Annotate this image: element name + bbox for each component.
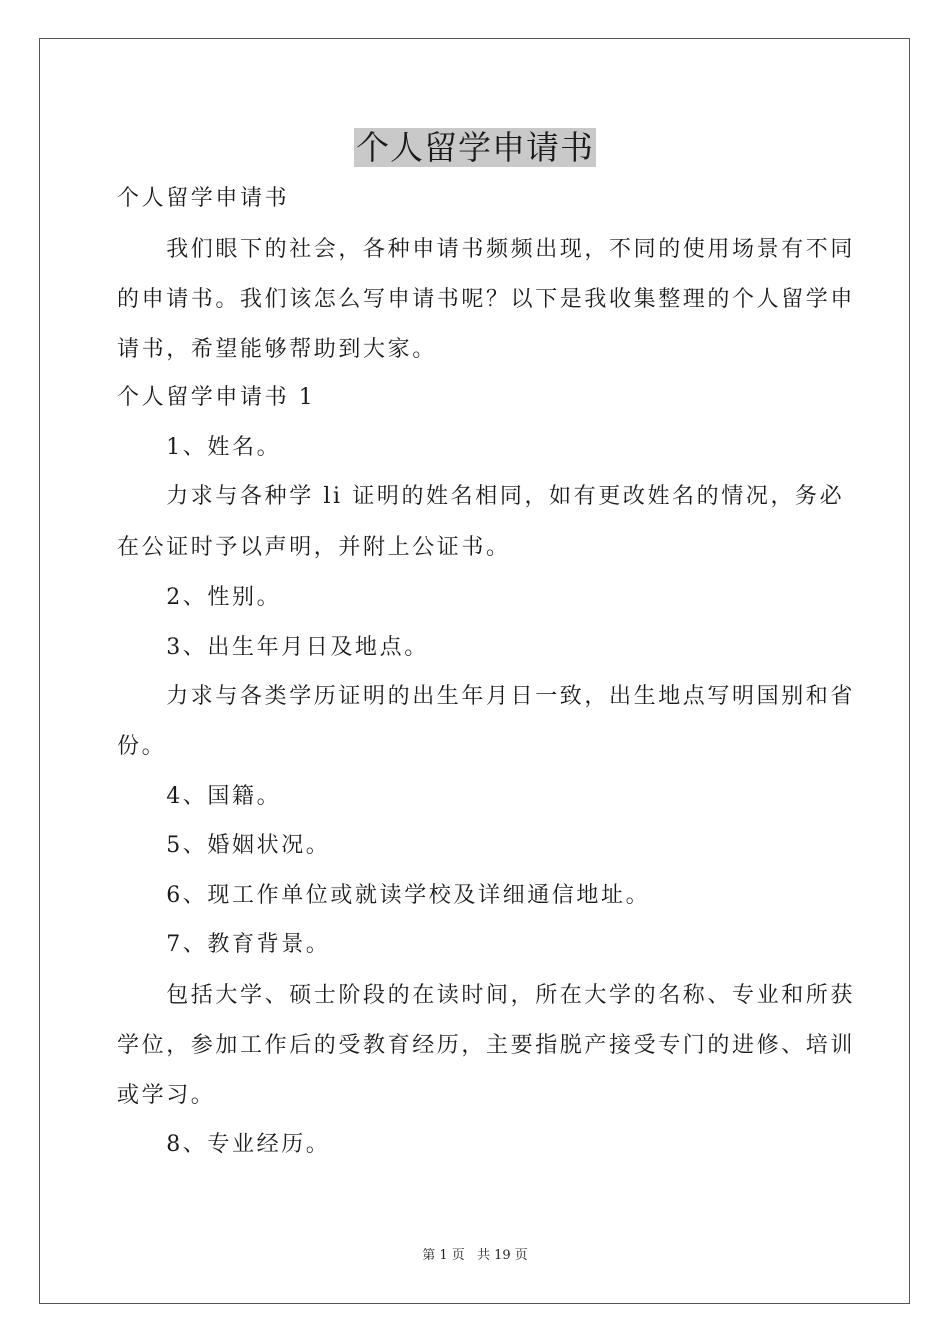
text-line: 2、性别。 [117, 585, 282, 610]
text-line: 个人留学申请书 1 [117, 385, 316, 410]
page-number: 第 1 页 [422, 1248, 465, 1263]
text-line: 的申请书。我们该怎么写申请书呢？以下是我收集整理的个人留学申 [117, 287, 856, 312]
text-line: 5、婚姻状况。 [117, 833, 331, 858]
text-line: 4、国籍。 [117, 784, 282, 809]
text-line: 在公证时予以声明，并附上公证书。 [117, 535, 511, 560]
text-line: 或学习。 [117, 1083, 216, 1108]
text-line: 份。 [117, 734, 167, 759]
text-line: 个人留学申请书 [117, 186, 290, 211]
page-frame [39, 38, 910, 1304]
text-line: 7、教育背景。 [117, 932, 331, 957]
text-line: 3、出生年月日及地点。 [117, 635, 429, 660]
text-line: 学位，参加工作后的受教育经历，主要指脱产接受专门的进修、培训 [117, 1033, 856, 1058]
text-line: 包括大学、硕士阶段的在读时间，所在大学的名称、专业和所获 [117, 983, 856, 1008]
page-total: 共 19 页 [476, 1248, 528, 1263]
text-line: 力求与各类学历证明的出生年月日一致，出生地点写明国别和省 [117, 684, 856, 709]
text-line: 请书，希望能够帮助到大家。 [117, 337, 437, 362]
text-line: 力求与各种学 li 证明的姓名相同，如有更改姓名的情况，务必 [117, 484, 845, 509]
document-title-text: 个人留学申请书 [356, 128, 594, 167]
text-line: 1、姓名。 [117, 435, 282, 460]
document-title [0, 126, 950, 170]
text-line: 我们眼下的社会，各种申请书频频出现，不同的使用场景有不同 [117, 237, 856, 262]
text-line: 6、现工作单位或就读学校及详细通信地址。 [117, 883, 651, 908]
text-line: 8、专业经历。 [117, 1132, 331, 1157]
page-footer [0, 1247, 950, 1265]
